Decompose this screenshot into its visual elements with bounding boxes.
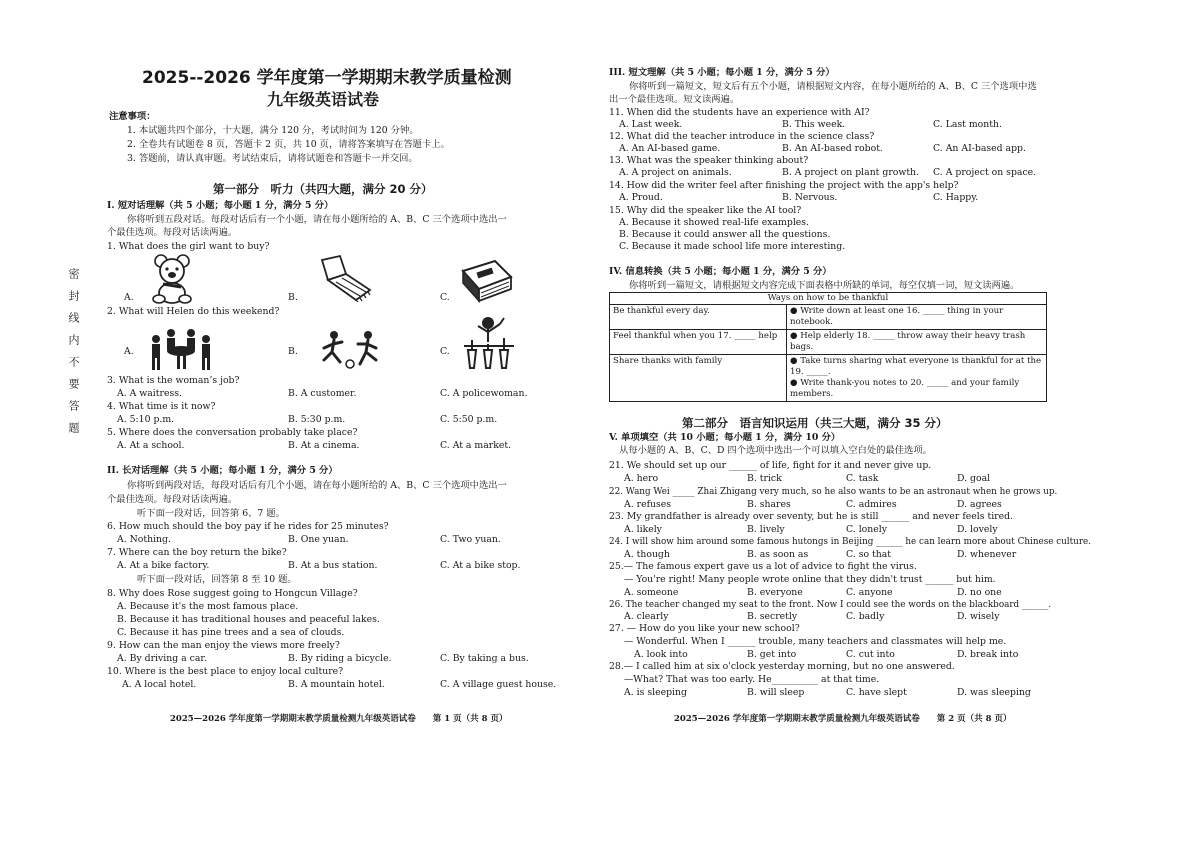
- question-5: 5. Where does the conversation probably take place?: [107, 427, 358, 438]
- option: C. A policewoman.: [440, 388, 528, 399]
- question-21: 21. We should set up our ______ of life, fight for it and never give up.: [609, 460, 932, 471]
- option: C. 5:50 p.m.: [440, 414, 498, 425]
- option: A. A waitress.: [117, 388, 182, 399]
- teddy-bear-picture: [145, 251, 200, 304]
- section-heading: V. 单项填空（共 10 小题；每小题 1 分，满分 10 分）: [609, 432, 841, 443]
- option: A. someone: [624, 587, 679, 598]
- exam-subtitle: 九年级英语试卷: [267, 90, 380, 109]
- section-heading: I. 短对话理解（共 5 小题；每小题 1 分，满分 5 分）: [107, 200, 334, 211]
- option: C. so that: [846, 549, 892, 560]
- option: A. A local hotel.: [122, 679, 197, 690]
- option: C. task: [846, 473, 879, 484]
- option: C. At a market.: [440, 440, 512, 451]
- question-13: 13. What was the speaker thinking about?: [609, 155, 809, 166]
- option: B. Because it could answer all the questions.: [619, 229, 831, 240]
- question-4: 4. What time is it now?: [107, 401, 216, 412]
- question-14: 14. How did the writer feel after finishing the project with the app's help?: [609, 180, 959, 191]
- option: B. everyone: [747, 587, 803, 598]
- part-one-heading: 第一部分 听力（共四大题，满分 20 分）: [213, 182, 433, 196]
- option: B. secretly: [747, 611, 798, 622]
- question-8: 8. Why does Rose suggest going to Hongcun Village?: [107, 588, 358, 599]
- option: A. At a bike factory.: [117, 560, 210, 571]
- option: A. A project on animals.: [619, 167, 732, 178]
- question-25-reply: — You're right! Many people wrote online that they didn't trust ______ but him.: [624, 574, 996, 585]
- table-cell: Be thankful every day.: [610, 305, 787, 330]
- option: B. One yuan.: [288, 534, 349, 545]
- question-9: 9. How can the man enjoy the views more freely?: [107, 640, 340, 651]
- option: A. Last week.: [619, 119, 683, 130]
- option: A. likely: [624, 524, 662, 535]
- option: A. Proud.: [619, 192, 663, 203]
- table-cell-line: ● Write thank-you notes to 20. _____ and your family members.: [790, 378, 1020, 399]
- section-heading: IV. 信息转换（共 5 小题；每小题 1 分，满分 5 分）: [609, 266, 832, 277]
- option: C. An AI-based app.: [933, 143, 1026, 154]
- option: B. will sleep: [747, 687, 805, 698]
- page-footer: 2025—2026 学年度第一学期期末教学质量检测九年级英语试卷 第 2 页（共 8 页）: [674, 714, 1012, 724]
- option: C. cut into: [846, 649, 895, 660]
- table-cell: ● Write down at least one 16. _____ thing in your notebook.: [787, 305, 1047, 330]
- option: C. Two yuan.: [440, 534, 501, 545]
- note-line: 3. 答题前，请认真审题。考试结束后，请将试题卷和答题卡一并交回。: [127, 153, 418, 164]
- option: D. lovely: [957, 524, 998, 535]
- option: B. This week.: [782, 119, 846, 130]
- option: C. By taking a bus.: [440, 653, 529, 664]
- instruction: 从每小题的 A、B、C、D 四个选项中选出一个可以填入空白处的最佳选项。: [619, 445, 932, 456]
- option: C. Happy.: [933, 192, 979, 203]
- option: A. An AI-based game.: [619, 143, 721, 154]
- option: D. goal: [957, 473, 991, 484]
- question-11: 11. When did the students have an experience with AI?: [609, 107, 870, 118]
- option: B. shares: [747, 499, 791, 510]
- instruction: 你将听到五段对话。每段对话后有一个小题，请在每小题所给的 A、B、C 三个选项中选出一: [127, 214, 507, 225]
- option: B. Because it has traditional houses and peaceful lakes.: [117, 614, 380, 625]
- option: C. admires: [846, 499, 897, 510]
- option: B. Nervous.: [782, 192, 838, 203]
- option: B. lively: [747, 524, 785, 535]
- option: B. A mountain hotel.: [288, 679, 385, 690]
- sub-instruction: 听下面一段对话，回答第 6、7 题。: [137, 508, 285, 519]
- question-26: 26. The teacher changed my seat to the front. Now I could see the words on the blackboard ______.: [609, 600, 1052, 610]
- option: D. break into: [957, 649, 1019, 660]
- option: A. At a school.: [117, 440, 185, 451]
- question-22: 22. Wang Wei _____ Zhai Zhigang very much, so he also wants to be an astronaut when he grows up.: [609, 487, 1058, 497]
- option-label: C.: [440, 292, 450, 303]
- option: C. Last month.: [933, 119, 1002, 130]
- table-row: [610, 330, 1047, 355]
- instruction: 个最佳选项。每段对话读两遍。: [107, 227, 238, 238]
- option: D. was sleeping: [957, 687, 1031, 698]
- notes-heading: 注意事项：: [109, 111, 156, 122]
- question-25: 25.— The famous expert gave us a lot of advice to fight the virus.: [609, 561, 917, 572]
- table-row: [610, 355, 1047, 402]
- instruction: 你将听到两段对话，每段对话后有几个小题，请在每小题所给的 A、B、C 三个选项中选出一: [127, 480, 507, 491]
- playing-football-picture: [320, 330, 382, 370]
- option-label: C.: [440, 346, 450, 357]
- option: C. lonely: [846, 524, 887, 535]
- option: B. An AI-based robot.: [782, 143, 883, 154]
- option-label: A.: [124, 346, 134, 357]
- question-1: 1. What does the girl want to buy?: [107, 241, 270, 252]
- question-28-reply: —What? That was too early. He__________ at that time.: [624, 674, 880, 685]
- table-header: Ways on how to be thankful: [610, 293, 1047, 305]
- option-label: B.: [288, 346, 298, 357]
- question-12: 12. What did the teacher introduce in the science class?: [609, 131, 875, 142]
- option: A. clearly: [624, 611, 669, 622]
- option: C. A project on space.: [933, 167, 1037, 178]
- part-two-heading: 第二部分 语言知识运用（共三大题，满分 35 分）: [682, 416, 948, 430]
- option: B. A customer.: [288, 388, 357, 399]
- option: A. Nothing.: [117, 534, 171, 545]
- table-row: [610, 305, 1047, 330]
- section-heading: III. 短文理解（共 5 小题；每小题 1 分，满分 5 分）: [609, 67, 835, 78]
- option: D. agrees: [957, 499, 1002, 510]
- question-7: 7. Where can the boy return the bike?: [107, 547, 287, 558]
- option: C. Because it made school life more interesting.: [619, 241, 846, 252]
- option: C. anyone: [846, 587, 893, 598]
- option: A. though: [624, 549, 670, 560]
- binding-line-text: 密 封 线 内 不 要 答 题: [67, 268, 80, 433]
- option: C. have slept: [846, 687, 907, 698]
- option: C. badly: [846, 611, 885, 622]
- option: D. no one: [957, 587, 1002, 598]
- table-cell: ● Help elderly 18. _____ throw away their heavy trash bags.: [787, 330, 1047, 355]
- option: B. A project on plant growth.: [782, 167, 920, 178]
- info-table: [609, 292, 1047, 402]
- option: B. By riding a bicycle.: [288, 653, 392, 664]
- page-footer: 2025—2026 学年度第一学期期末教学质量检测九年级英语试卷 第 1 页（共 8 页）: [170, 714, 508, 724]
- option: A. Because it showed real-life examples.: [619, 217, 810, 228]
- right-page: [600, 0, 1200, 849]
- question-27: 27. — How do you like your new school?: [609, 623, 800, 634]
- table-cell: Feel thankful when you 17. _____ help: [610, 330, 787, 355]
- option: A. By driving a car.: [117, 653, 207, 664]
- question-6: 6. How much should the boy pay if he rides for 25 minutes?: [107, 521, 389, 532]
- question-15: 15. Why did the speaker like the AI tool?: [609, 205, 802, 216]
- option: A. Because it's the most famous place.: [117, 601, 299, 612]
- question-23: 23. My grandfather is already over seventy, but he is still ______ and never feels tired.: [609, 511, 1014, 522]
- question-24: 24. I will show him around some famous hutongs in Beijing ______ he can learn more about Chinese culture.: [609, 537, 1092, 547]
- option-label: B.: [288, 292, 298, 303]
- option: D. wisely: [957, 611, 1000, 622]
- option: B. as soon as: [747, 549, 809, 560]
- question-2: 2. What will Helen do this weekend?: [107, 306, 280, 317]
- option: C. At a bike stop.: [440, 560, 521, 571]
- book-picture: [459, 257, 515, 303]
- section-heading: II. 长对话理解（共 5 小题；每小题 1 分，满分 5 分）: [107, 465, 338, 476]
- table-cell: Share thanks with family: [610, 355, 787, 402]
- note-line: 1. 本试题共四个部分，十大题，满分 120 分，考试时间为 120 分钟。: [127, 125, 419, 136]
- option: A. look into: [634, 649, 688, 660]
- question-27-reply: — Wonderful. When I ______ trouble, many teachers and classmates will help me.: [624, 636, 1007, 647]
- instruction: 个最佳选项。每段对话读两遍。: [107, 494, 238, 505]
- option: B. 5:30 p.m.: [288, 414, 346, 425]
- scarf-picture: [316, 254, 376, 302]
- option: B. trick: [747, 473, 782, 484]
- instruction: 出一个最佳选项。短文读两遍。: [609, 94, 740, 105]
- question-28: 28.— I called him at six o'clock yesterday morning, but no one answered.: [609, 661, 955, 672]
- option: A. refuses: [624, 499, 672, 510]
- option: C. Because it has pine trees and a sea of clouds.: [117, 627, 345, 638]
- table-cell-line: ● Take turns sharing what everyone is thankful for at the 19. _____.: [790, 356, 1042, 377]
- instruction: 你将听到一篇短文，请根据短文内容完成下面表格中所缺的单词，每空仅填一词，短文读两遍。: [629, 280, 1020, 291]
- option: B. At a bus station.: [288, 560, 378, 571]
- option: A. 5:10 p.m.: [117, 414, 175, 425]
- option: C. A village guest house.: [440, 679, 557, 690]
- note-line: 2. 全卷共有试题卷 8 页，答题卡 2 页，共 10 页，请将答案填写在答题卡上。: [127, 139, 450, 150]
- people-around-table-picture: [146, 327, 216, 371]
- instruction: 你将听到一篇短文，短文后有五个小题，请根据短文内容，在每小题所给的 A、B、C 三个选项中选: [629, 81, 1037, 92]
- question-3: 3. What is the woman’s job?: [107, 375, 240, 386]
- table-cell: [787, 355, 1047, 402]
- option: A. is sleeping: [624, 687, 687, 698]
- planting-trees-picture: [460, 316, 518, 372]
- option: D. whenever: [957, 549, 1017, 560]
- option: B. At a cinema.: [288, 440, 360, 451]
- exam-title: 2025--2026 学年度第一学期期末教学质量检测: [142, 68, 512, 88]
- question-10: 10. Where is the best place to enjoy local culture?: [107, 666, 344, 677]
- option: A. hero: [624, 473, 659, 484]
- sub-instruction: 听下面一段对话，回答第 8 至 10 题。: [137, 574, 297, 585]
- option: B. get into: [747, 649, 797, 660]
- option-label: A.: [124, 292, 134, 303]
